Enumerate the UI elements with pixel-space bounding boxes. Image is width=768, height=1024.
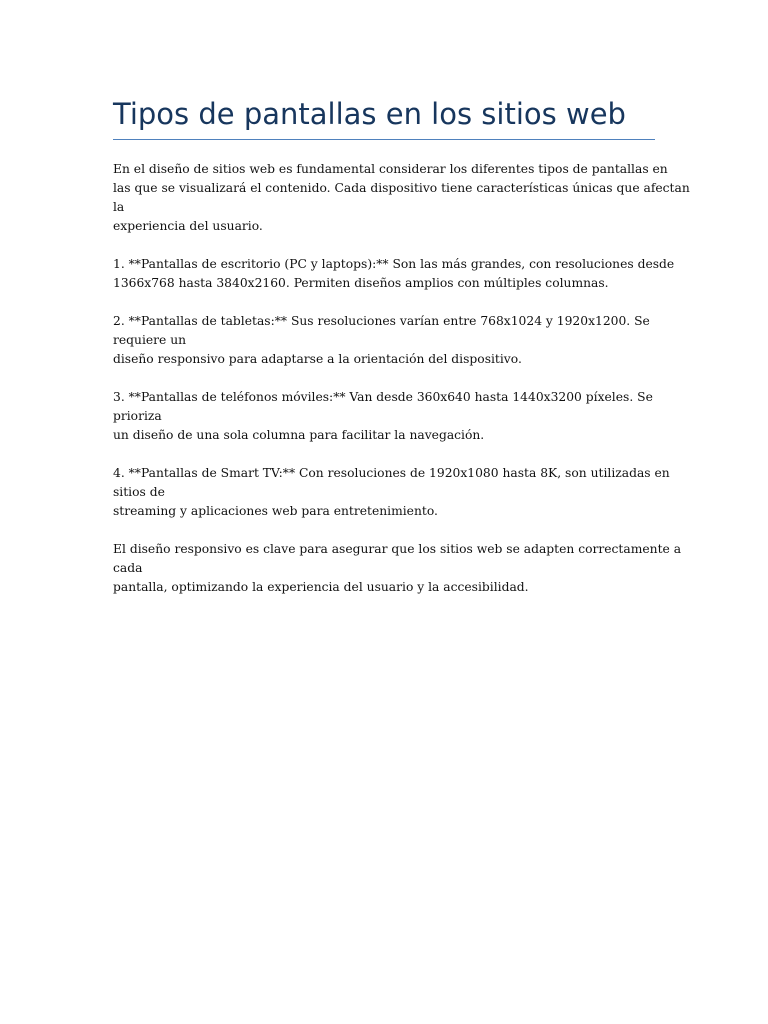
text-line: El diseño responsivo es clave para asegurar que los sitios web se adapten correctamente a xyxy=(113,542,682,556)
text-line: un diseño de una sola columna para facilitar la navegación. xyxy=(113,428,485,442)
text-line: experiencia del usuario. xyxy=(113,219,263,233)
document-title: Tipos de pantallas en los sitios web xyxy=(113,97,626,131)
text-line: sitios de xyxy=(113,485,165,499)
title-underline xyxy=(113,139,655,140)
paragraph-tablet-screens xyxy=(113,312,655,369)
text-line: las que se visualizará el contenido. Cada dispositivo tiene características únicas que afectan xyxy=(113,181,690,195)
text-line: En el diseño de sitios web es fundamental considerar los diferentes tipos de pantallas en xyxy=(113,162,668,176)
text-line: prioriza xyxy=(113,409,162,423)
text-line: 4. **Pantallas de Smart TV:** Con resoluciones de 1920x1080 hasta 8K, son utilizadas en xyxy=(113,466,670,480)
document-body xyxy=(113,160,690,616)
text-line: 1366x768 hasta 3840x2160. Permiten diseños amplios con múltiples columnas. xyxy=(113,276,609,290)
text-line: la xyxy=(113,200,125,214)
paragraph-desktop-screens xyxy=(113,255,675,293)
paragraph-mobile-screens xyxy=(113,388,655,445)
paragraph-smart-tv-screens xyxy=(113,464,670,521)
text-line: cada xyxy=(113,561,143,575)
text-line: diseño responsivo para adaptarse a la orientación del dispositivo. xyxy=(113,352,522,366)
text-line: streaming y aplicaciones web para entretenimiento. xyxy=(113,504,438,518)
text-line: pantalla, optimizando la experiencia del usuario y la accesibilidad. xyxy=(113,580,529,594)
text-line: 2. **Pantallas de tabletas:** Sus resoluciones varían entre 768x1024 y 1920x1200. Se xyxy=(113,314,650,328)
text-line: 1. **Pantallas de escritorio (PC y laptops):** Son las más grandes, con resoluciones desde xyxy=(113,257,675,271)
text-line: 3. **Pantallas de teléfonos móviles:** Van desde 360x640 hasta 1440x3200 píxeles. Se xyxy=(113,390,653,404)
text-line: requiere un xyxy=(113,333,187,347)
paragraph-conclusion xyxy=(113,540,682,597)
paragraph-intro xyxy=(113,160,690,236)
